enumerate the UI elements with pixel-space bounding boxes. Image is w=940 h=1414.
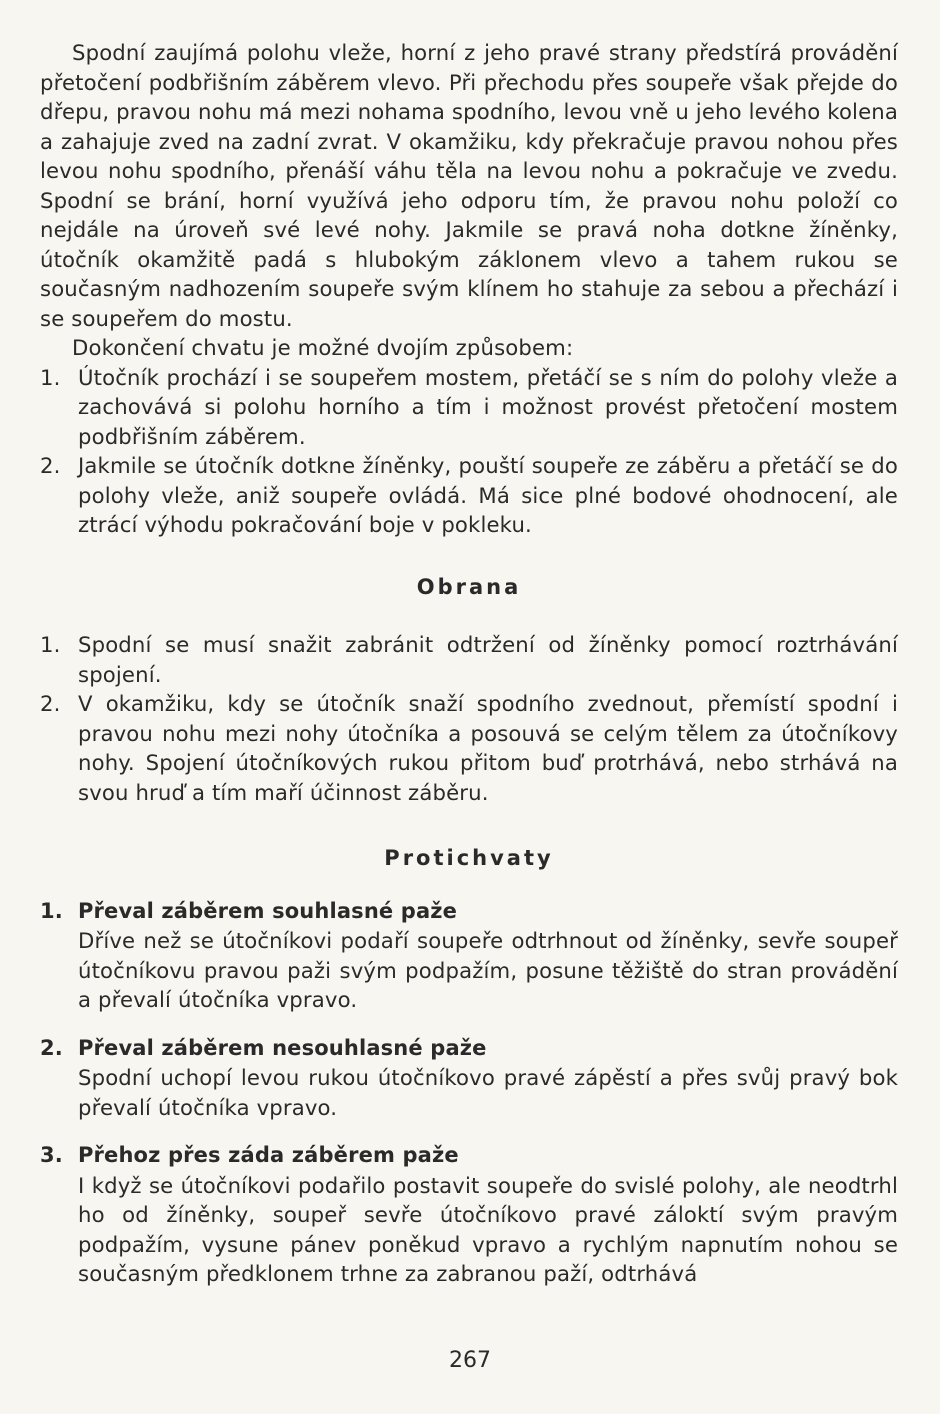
list-number: 1. xyxy=(40,632,61,657)
list-number: 2. xyxy=(40,453,61,478)
list-number: 2. xyxy=(40,691,61,716)
subsection-title: Převal záběrem nesouhlasné paže xyxy=(78,1035,487,1060)
completion-list xyxy=(40,363,898,540)
subsection-heading xyxy=(40,1034,898,1064)
defense-list xyxy=(40,630,898,807)
counter-section xyxy=(40,897,898,1015)
list-text: Útočník prochází i se soupeřem mostem, přetáčí se s ním do polohy vleže a zachovává si polohu horního a tím i možnost provést přetočení mostem podbřišním záběrem. xyxy=(78,364,898,449)
list-item xyxy=(40,689,898,807)
subsection-text: Dříve než se útočníkovi podaří soupeře odtrhnout od žíněnky, sevře soupeř útočníkovu pravou paži svým podpažím, posune těžiště do stran provádění a převalí útočníka vpravo. xyxy=(78,928,898,1012)
counter-section xyxy=(40,1141,898,1289)
subsection-text: Spodní uchopí levou rukou útočníkovo pravé zápěstí a přes svůj pravý bok převalí útočníka vpravo. xyxy=(78,1065,898,1120)
subsection-number: 2. xyxy=(40,1035,63,1060)
subsection-text: I když se útočníkovi podařilo postavit soupeře do svislé polohy, ale neodtrhl ho od žíněnky, soupeř sevře útočníkovo pravé záloktí svým pravým podpažím, vysune pánev poněkud vpravo a rychlým napnutím nohou se současným předklonem trhne za zabranou paží, odtrhává xyxy=(78,1172,898,1286)
list-number: 1. xyxy=(40,364,61,390)
intro-lead-in: Dokončení chvatu je možné dvojím způsobem: xyxy=(72,335,574,360)
page-number: 267 xyxy=(449,1348,491,1373)
intro-paragraph: Spodní zaujímá polohu vleže, horní z jeho pravé strany předstírá provádění přetočení podbřišním záběrem vlevo. Při přechodu přes soupeře však přejde do dřepu, pravou nohu má mezi nohama spodního, levou vně u jeho levého kolena a zahajuje zved na zadní zvrat. V okamžiku, kdy překračuje pravou nohou přes levou nohu spodního, přenáší váhu těla na levou nohu a pokračuje ve zvedu. Spodní se brání, horní využívá jeho odporu tím, že pravou nohu položí co nejdále na úroveň své levé nohy. Jakmile se pravá noha dotkne žíněnky, útočník okamžitě padá s hlubokým záklonem vlevo a tahem rukou se současným nadhozením soupeře svým klínem ho stahuje za sebou a přechází i se soupeřem do mostu. xyxy=(40,40,898,331)
counter-section xyxy=(40,1034,898,1123)
list-text: V okamžiku, kdy se útočník snaží spodního zvednout, přemístí spodní i pravou nohu mezi nohy útočníka a posouvá se celým tělem za útočníkovy nohy. Spojení útočníkových rukou přitom buď protrhává, nebo strhává na svou hruď a tím maří účinnost záběru. xyxy=(78,691,898,805)
subsection-title: Převal záběrem souhlasné paže xyxy=(78,898,458,923)
subsection-heading xyxy=(40,897,898,927)
page-body xyxy=(40,38,898,1308)
list-text: Jakmile se útočník dotkne žíněnky, pouští soupeře ze záběru a přetáčí se do polohy vleže, aniž soupeře ovládá. Má sice plné bodové ohodnocení, ale ztrácí výhodu pokračování boje v pokleku. xyxy=(78,453,898,537)
subsection-number: 1. xyxy=(40,898,63,923)
subsection-title: Přehoz přes záda záběrem paže xyxy=(78,1143,459,1167)
subsection-heading xyxy=(40,1141,898,1171)
subsection-number: 3. xyxy=(40,1143,63,1167)
section-heading-obrana: Obrana xyxy=(416,574,522,599)
list-item xyxy=(40,451,898,540)
list-text: Spodní se musí snažit zabránit odtržení od žíněnky pomocí roztrhávání spojení. xyxy=(78,632,898,687)
list-item xyxy=(40,363,898,452)
section-heading-protichvaty: Protichvaty xyxy=(384,846,554,870)
list-item xyxy=(40,630,898,689)
